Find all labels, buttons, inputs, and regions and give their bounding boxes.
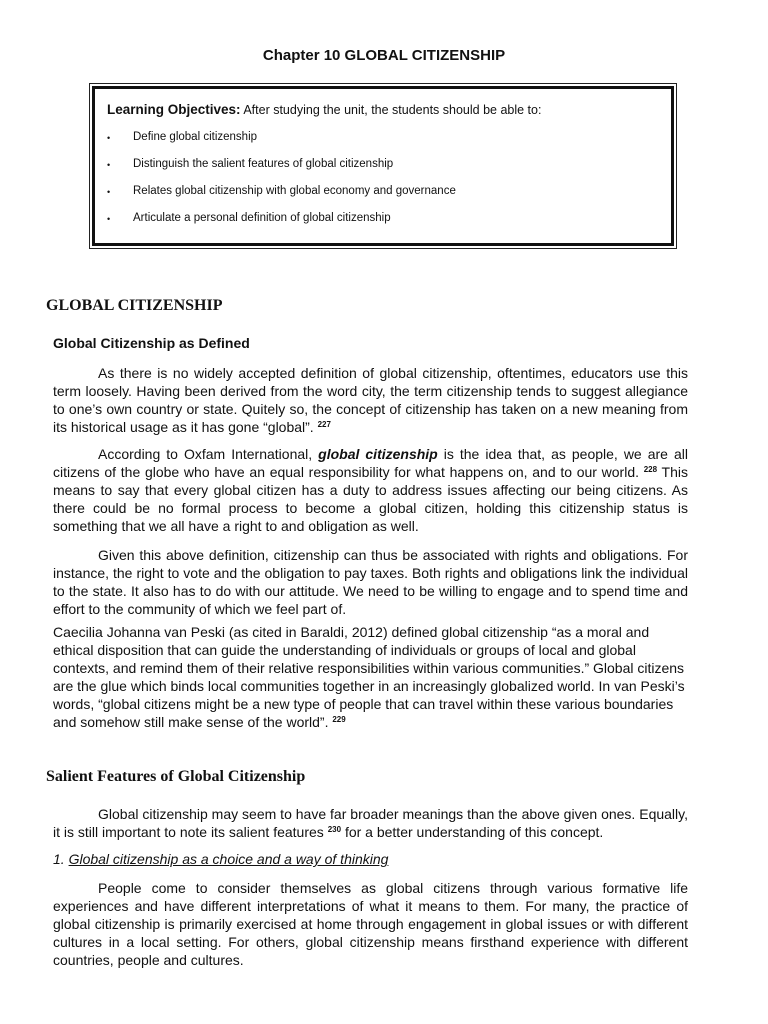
paragraph-text: This means to say that every global citizen has a duty to address issues affecting our being citizens. As there could be no formal process to become a global citizen, holding this citizenship status is something that we all have a right to and obligation as well. (53, 464, 688, 534)
paragraph-rights-obligations: Given this above definition, citizenship can thus be associated with rights and obligations. For instance, the right to vote and the obligation to pay taxes. Both rights and obligations link the individual to the state. It also has to do with our attitude. We need to be willing to engage and to spend time and effort to the community of which we feel part of. (53, 547, 688, 617)
learning-objectives-box (89, 83, 677, 249)
paragraph-van-peski (53, 623, 688, 731)
objective-text: Relates global citizenship with global economy and governance (133, 185, 456, 197)
objectives-list (107, 131, 671, 239)
footnote-ref-230: 230 (327, 825, 342, 834)
paragraph-choice-way-of-thinking: People come to consider themselves as global citizens through various formative life experiences and have different interpretations of what it means to them. For many, the practice of global citizenship is primarily exercised at home through engagement in global issues or with different cultures in a local setting. For others, global citizenship means firsthand experience with different countries, people and cultures. (53, 880, 688, 968)
footnote-ref-228: 228 (643, 465, 658, 474)
objective-item (107, 158, 671, 185)
item-number: 1. (53, 851, 65, 867)
footnote-ref-227: 227 (317, 420, 331, 429)
chapter-title: Chapter 10 GLOBAL CITIZENSHIP (262, 47, 506, 64)
paragraph-salient-intro (53, 805, 688, 841)
objective-text: Articulate a personal definition of global citizenship (133, 212, 391, 224)
learning-objectives-heading (107, 102, 671, 117)
paragraph-oxfam-definition (53, 445, 688, 535)
paragraph-text: for a better understanding of this concept. (344, 824, 604, 840)
bullet-icon: • (107, 187, 111, 197)
learning-objectives-inner-frame (92, 86, 674, 246)
numbered-item-heading (53, 851, 388, 867)
objective-text: Distinguish the salient features of global citizenship (133, 158, 394, 170)
emphasized-term (318, 446, 438, 462)
objective-text: Define global citizenship (133, 131, 258, 143)
bullet-icon: • (107, 214, 111, 224)
objective-item (107, 131, 671, 158)
item-title: Global citizenship as a choice and a way of thinking (68, 851, 389, 867)
subheading-global-citizenship-defined: Global Citizenship as Defined (53, 335, 250, 351)
emphasized-term-text: global citizenship (318, 446, 438, 462)
paragraph-text: According to Oxfam International, (98, 446, 313, 462)
paragraph-text: As there is no widely accepted definition of global citizenship, oftentimes, educators use this term loosely. Having been derived from the word city, the term citizenship tends to suggest allegiance to one’s own country or state. Quitely so, the concept of citizenship has taken on a new meaning from its historical usage as it has gone “global”. (53, 365, 688, 435)
section-heading-global-citizenship: GLOBAL CITIZENSHIP (46, 297, 223, 314)
paragraph-text: Caecilia Johanna van Peski (as cited in Baraldi, 2012) defined global citizenship “as a moral and ethical disposition that can guide the understanding of individuals or groups of local and global contexts, and remind them of their relative responsibilities within various communities.” Global citizens are the glue which binds local communities together in an increasingly globalized world. In van Peski’s words, “global citizens might be a new type of people that can travel within these various boundaries and somehow still make sense of the world”. (53, 624, 685, 730)
learning-objectives-lead: Learning Objectives: (107, 102, 241, 117)
learning-objectives-intro: After studying the unit, the students should be able to: (243, 103, 542, 117)
footnote-ref-229: 229 (332, 715, 346, 724)
objective-item (107, 212, 671, 239)
paragraph-text: is the idea that, as people, we are all citizens of the globe who have an equal responsibility for what happens on, and to our world. (53, 446, 688, 480)
section-heading-salient-features: Salient Features of Global Citizenship (46, 768, 306, 785)
paragraph-definition-intro (53, 364, 688, 436)
bullet-icon: • (107, 133, 111, 143)
objective-item (107, 185, 671, 212)
paragraph-text: Global citizenship may seem to have far broader meanings than the above given ones. Equally, it is still important to note its salient features (53, 806, 688, 840)
bullet-icon: • (107, 160, 111, 170)
